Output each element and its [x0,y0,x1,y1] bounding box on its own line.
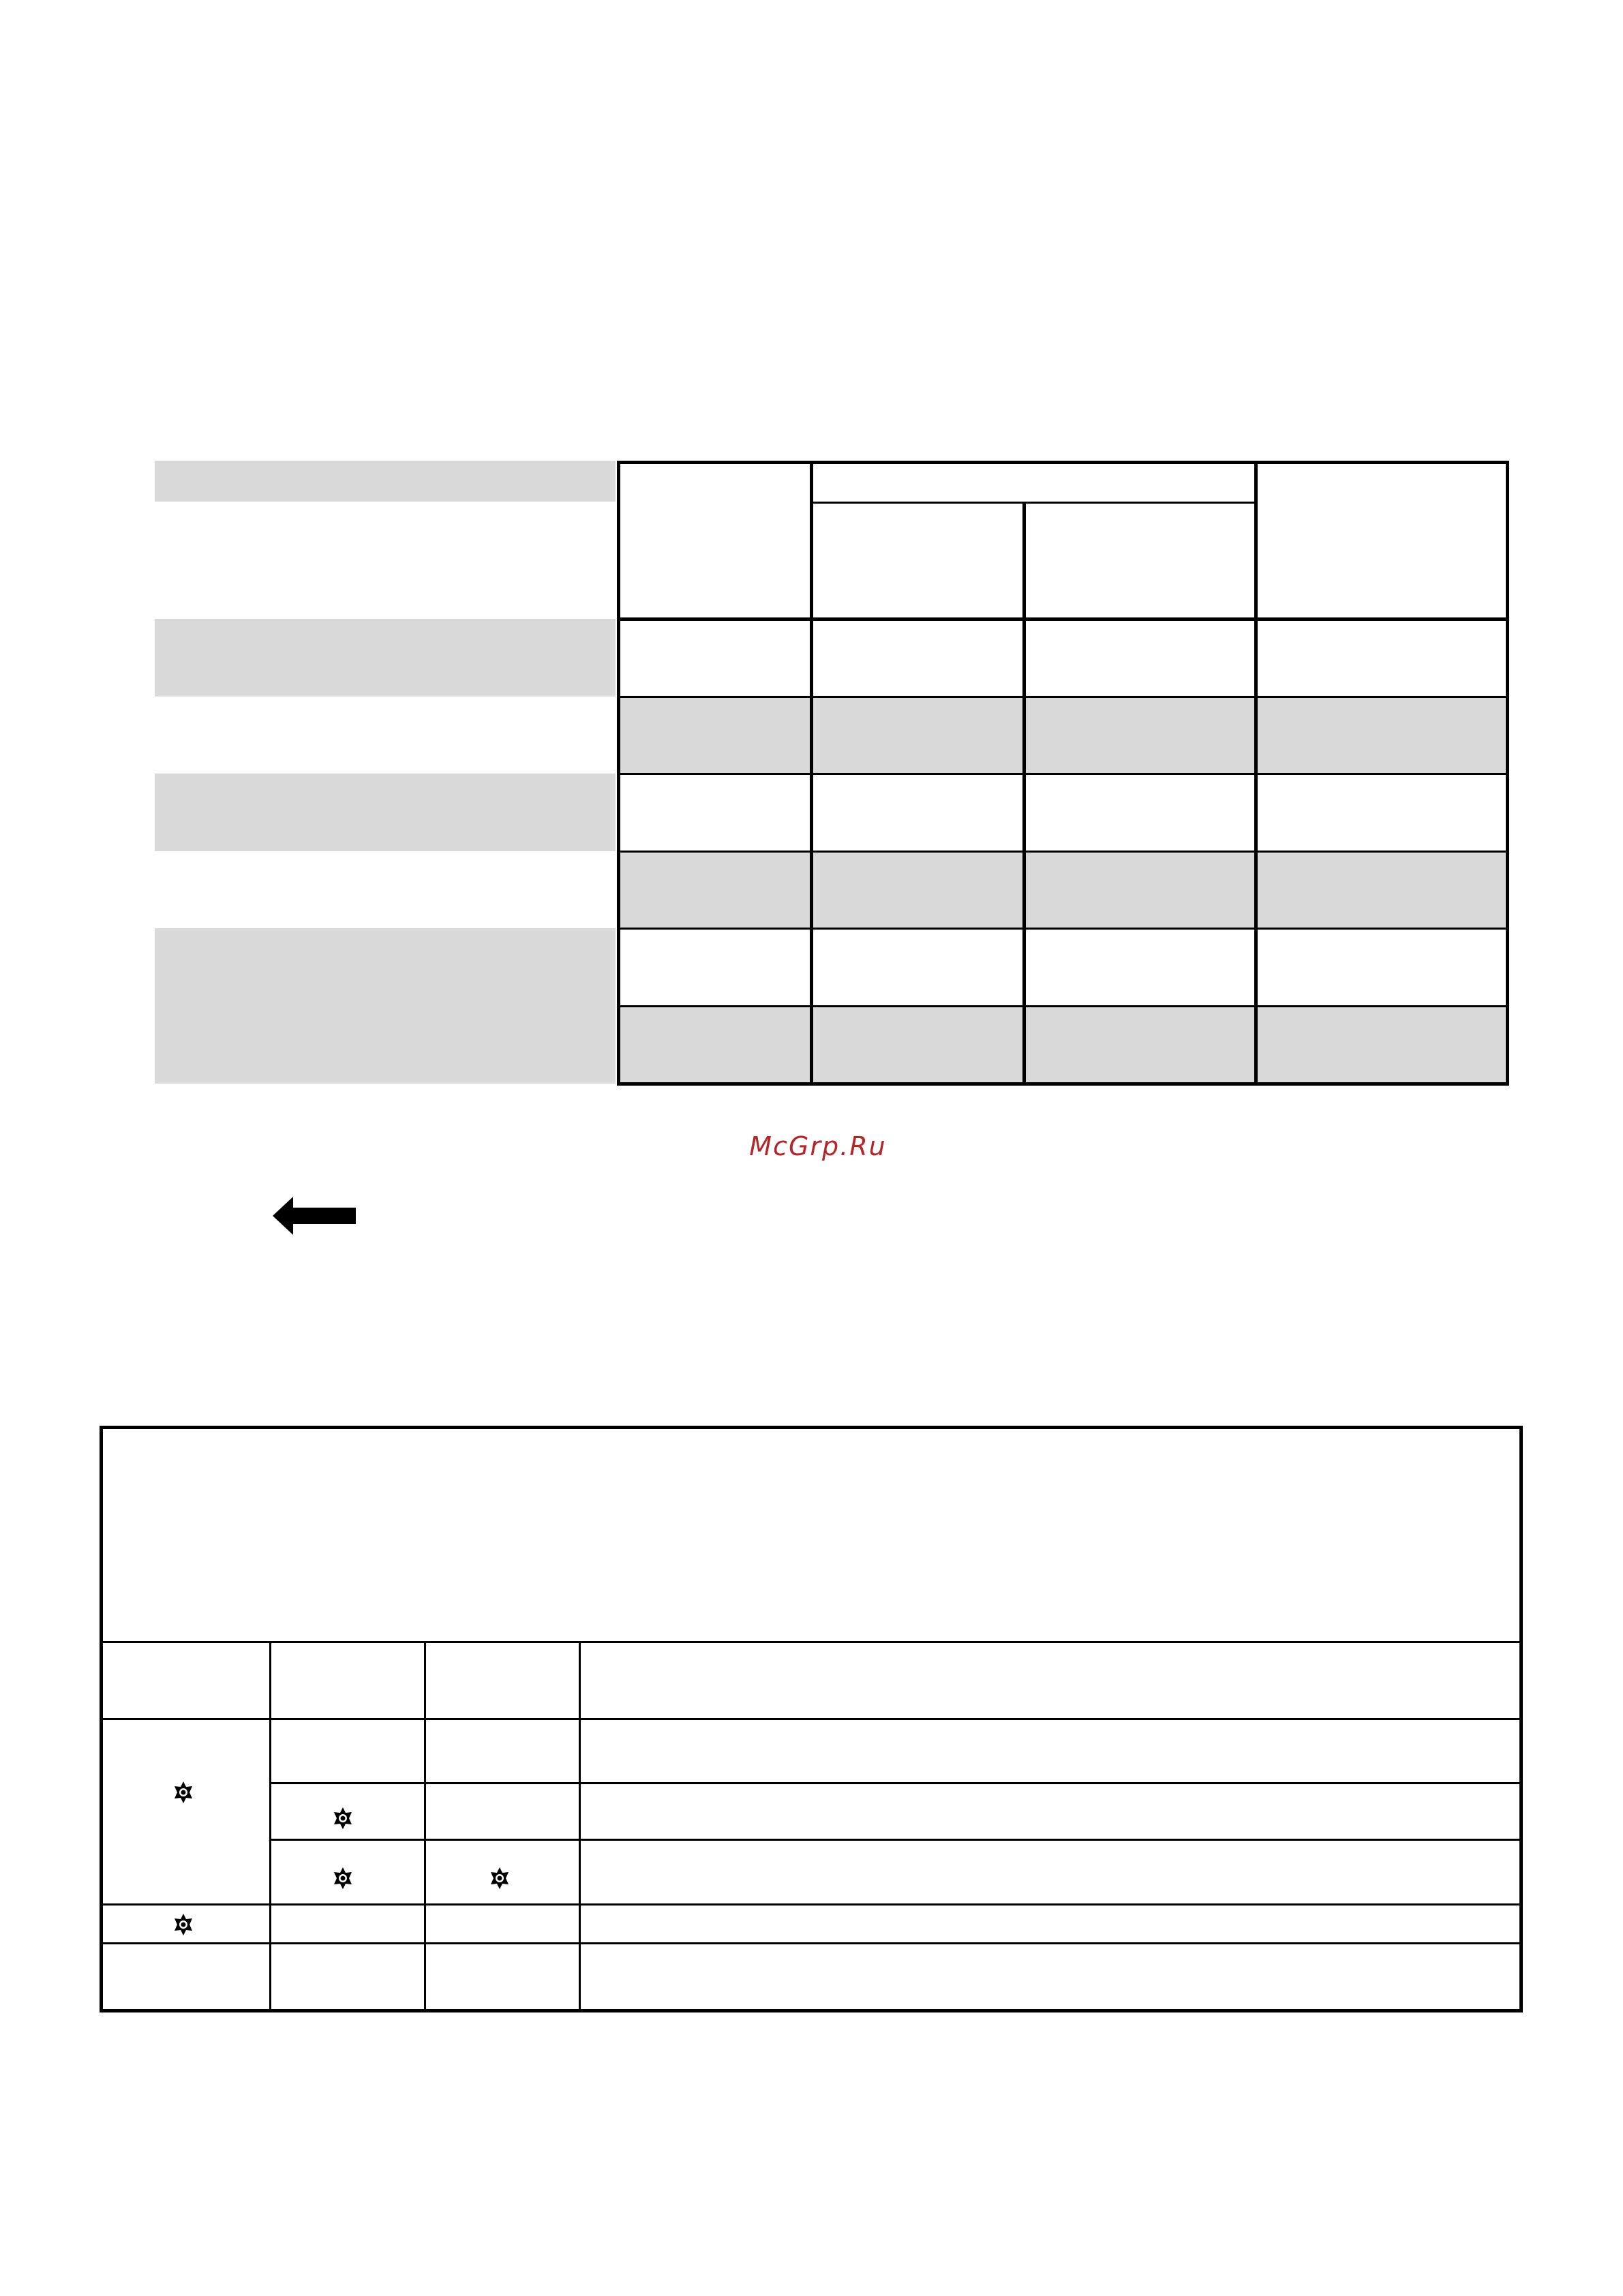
left-arrow-icon [273,1194,356,1238]
bt-col-line-1 [269,1641,271,2012]
sun-star-icon [172,1913,195,1936]
title-area-bottom-line [100,1641,1523,1643]
col-line-1 [810,461,813,1086]
row-line-5 [617,1005,1509,1007]
bt-row-line-3 [270,1839,1523,1841]
label-cell-header [155,461,616,502]
sun-star-icon [488,1867,511,1890]
bt-row-line-4 [100,1903,1523,1905]
row-line-2 [617,773,1509,775]
col-line-2 [1022,502,1026,1086]
col-line-3 [1254,461,1258,1086]
header-subline [811,502,1257,504]
bt-row-line-1 [100,1718,1523,1720]
label-cell-row-1 [155,619,616,697]
bt-row-line-5 [100,1942,1523,1944]
row-line-1 [617,696,1509,698]
sun-star-icon [331,1867,354,1890]
bt-col-line-3 [579,1641,581,2012]
watermark: McGrp.Ru [749,1131,887,1161]
label-cell-row-5-6 [155,928,616,1084]
sun-star-icon [172,1781,195,1804]
bt-col-line-2 [424,1641,426,2012]
row-line-4 [617,928,1509,930]
sun-star-icon [331,1807,354,1830]
row-line-3 [617,851,1509,853]
header-bottom-line [617,617,1509,621]
bt-row-line-2 [270,1782,1523,1784]
label-cell-row-3 [155,774,616,851]
